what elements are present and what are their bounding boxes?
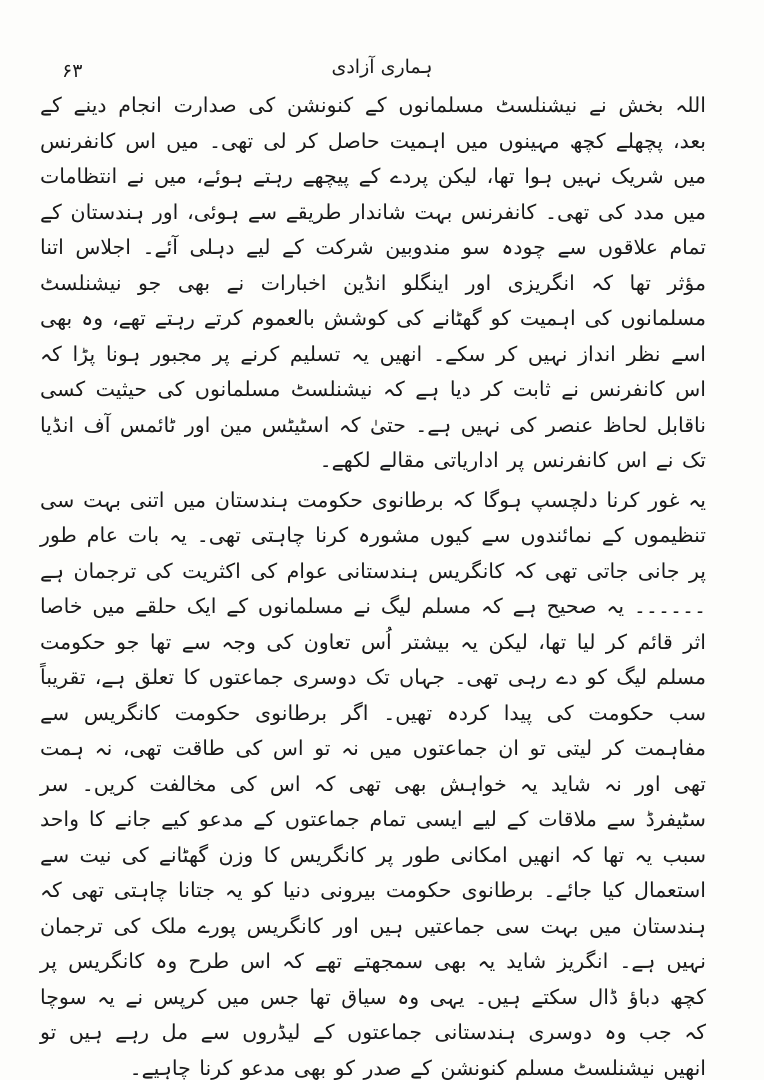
paragraph: یہ غور کرنا دلچسپ ہوگا کہ برطانوی حکومت ہندستان میں اتنی بہت سی تنظیموں کے نمائندوں سے کیوں مشورہ کرنا چاہتی تھی۔ یہ بات عام طور پر جانی جاتی تھی کہ کانگریس ہندستانی عوام کی اکثریت کی ترجمان ہے ۔۔۔۔۔۔ یہ صحیح ہے کہ مسلم لیگ نے مسلمانوں کے ایک حلقے میں خاصا اثر قائم کر لیا تھا، لیکن یہ بیشتر اُس تعاون کی وجہ سے تھا جو حکومت مسلم لیگ کو دے رہی تھی۔ جہاں تک دوسری جماعتوں کا تعلق ہے، تقریباً سب حکومت کی پیدا کردہ تھیں۔ اگر برطانوی حکومت کانگریس سے مفاہمت کر لیتی تو ان جماعتوں میں نہ تو اس کی طاقت تھی، نہ ہمت تھی اور نہ شاید یہ خواہش بھی تھی کہ اس کی مخالفت کریں۔ سر سٹیفرڈ سے ملاقات کے لیے ایسی تمام جماعتوں کے مدعو کیے جانے کا واحد سبب یہ تھا کہ انھیں امکانی طور پر کانگریس کا وزن گھٹانے کی نیت سے استعمال کیا جائے۔ برطانوی حکومت بیرونی دنیا کو یہ جتانا چاہتی تھی کہ ہندستان میں بہت سی جماعتیں ہیں اور کانگریس پورے ملک کی ترجمان نہیں ہے۔ انگریز شاید یہ بھی سمجھتے تھے کہ اس طرح وہ کانگریس پر کچھ دباؤ ڈال سکتے ہیں۔ یہی وہ سیاق تھا جس میں کرپس نے یہ سوچا کہ جب وہ دوسری ہندستانی جماعتوں کے لیڈروں سے مل رہے ہیں تو انھیں نیشنلسٹ مسلم کنونشن کے صدر کو بھی مدعو کرنا چاہیے۔ xyxy=(40,487,706,1080)
running-head: ہماری آزادی xyxy=(331,56,433,78)
body-text xyxy=(40,88,706,1080)
page-number: ۶۳ xyxy=(62,60,83,82)
paragraph: اللہ بخش نے نیشنلسٹ مسلمانوں کے کنونشن کی صدارت انجام دینے کے بعد، پچھلے کچھ مہینوں میں اہمیت حاصل کر لی تھی۔ میں اس کانفرنس میں شریک نہیں ہوا تھا، لیکن پردے کے پیچھے رہتے ہوئے، میں نے انتظامات میں مدد کی تھی۔ کانفرنس بہت شاندار طریقے سے ہوئی، اور ہندستان کے تمام علاقوں سے چودہ سو مندوبین شرکت کے لیے دہلی آئے۔ اجلاس اتنا مؤثر تھا کہ انگریزی اور اینگلو انڈین اخبارات نے بھی جو نیشنلسٹ مسلمانوں کی اہمیت کو گھٹانے کی کوشش بالعموم کرتے رہتے تھے، وہ بھی اسے نظر انداز نہیں کر سکے۔ انھیں یہ تسلیم کرنے پر مجبور ہونا پڑا کہ اس کانفرنس نے ثابت کر دیا ہے کہ نیشنلسٹ مسلمانوں کی حیثیت کسی ناقابل لحاظ عنصر کی نہیں ہے۔ حتیٰ کہ اسٹیٹس مین اور ٹائمس آف انڈیا تک نے اس کانفرنس پر اداریاتی مقالے لکھے۔ xyxy=(40,93,706,472)
